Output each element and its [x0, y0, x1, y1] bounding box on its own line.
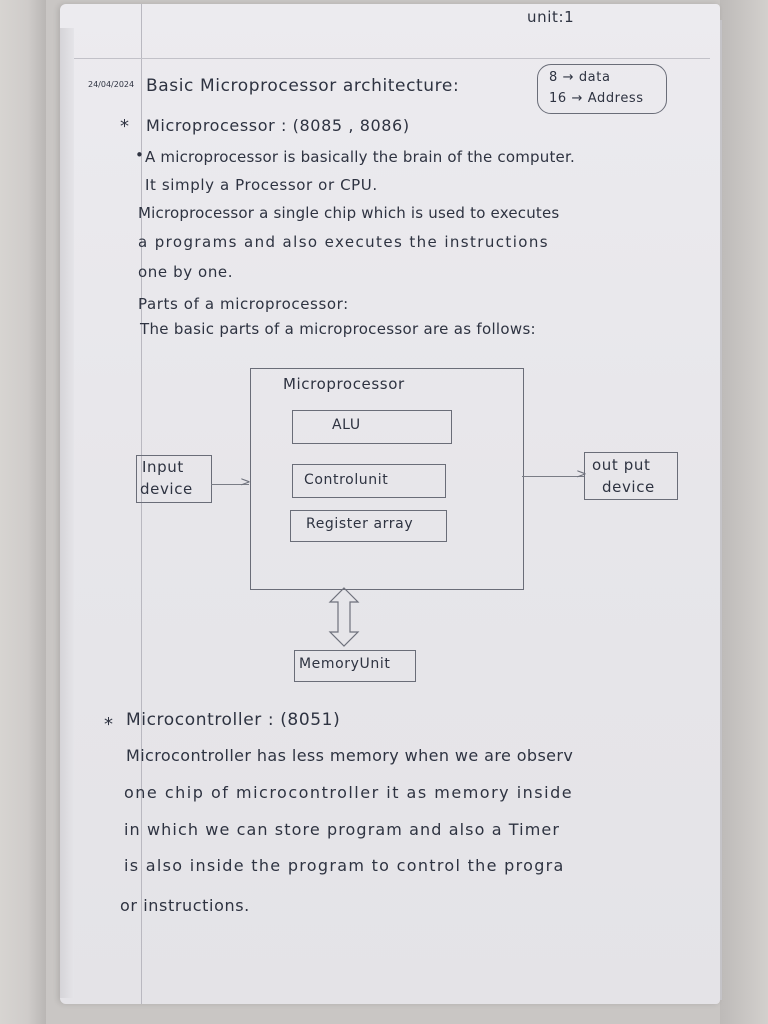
section-star: *	[120, 116, 130, 137]
output-device-label-2: device	[602, 478, 655, 496]
alu-block	[292, 410, 452, 444]
note-line-data: 8 → data	[549, 70, 611, 85]
bidirectional-arrow-icon	[326, 586, 362, 648]
mp-line-4: a programs and also executes the instructions	[138, 233, 549, 251]
memory-unit-label: MemoryUnit	[299, 656, 391, 672]
mc-line-2: one chip of microcontroller it as memory inside	[124, 783, 574, 802]
unit-label: unit:1	[527, 8, 575, 26]
mp-line-5: one by one.	[138, 263, 234, 281]
output-arrow-shaft	[522, 476, 584, 477]
date-label: 24/04/2024	[88, 80, 135, 89]
desk-background-right	[720, 0, 768, 1024]
mp-line-7: The basic parts of a microprocessor are as follows:	[140, 320, 536, 338]
desk-background-left	[0, 0, 46, 1024]
control-unit-label: Controlunit	[304, 472, 389, 488]
output-device-label-1: out put	[592, 456, 651, 474]
register-array-label: Register array	[306, 516, 414, 532]
microprocessor-block-label: Microprocessor	[283, 375, 405, 393]
page-binding	[60, 28, 74, 998]
top-rule	[74, 58, 710, 59]
mc-line-5: or instructions.	[120, 896, 250, 915]
microcontroller-star: *	[104, 714, 114, 735]
microprocessor-heading: Microprocessor : (8085 , 8086)	[146, 116, 410, 135]
mp-line-2: It simply a Processor or CPU.	[145, 176, 378, 194]
mc-line-3: in which we can store program and also a Timer	[124, 820, 561, 839]
alu-label: ALU	[332, 417, 361, 433]
page-title: Basic Microprocessor architecture:	[146, 76, 460, 96]
note-line-address: 16 → Address	[549, 91, 644, 106]
input-device-label-2: device	[140, 480, 193, 498]
microcontroller-heading: Microcontroller : (8051)	[126, 710, 341, 730]
mc-line-1: Microcontroller has less memory when we are observ	[126, 746, 574, 765]
input-arrow-head: >	[240, 475, 252, 490]
mc-line-4: is also inside the program to control the progra	[124, 856, 565, 875]
mp-line-6: Parts of a microprocessor:	[138, 295, 349, 313]
input-device-label-1: Input	[142, 458, 184, 476]
mp-line-3: Microprocessor a single chip which is used to executes	[138, 204, 560, 222]
mp-line-1: A microprocessor is basically the brain of the computer.	[145, 148, 575, 166]
bullet: •	[135, 146, 145, 164]
output-arrow-head: >	[576, 467, 588, 482]
